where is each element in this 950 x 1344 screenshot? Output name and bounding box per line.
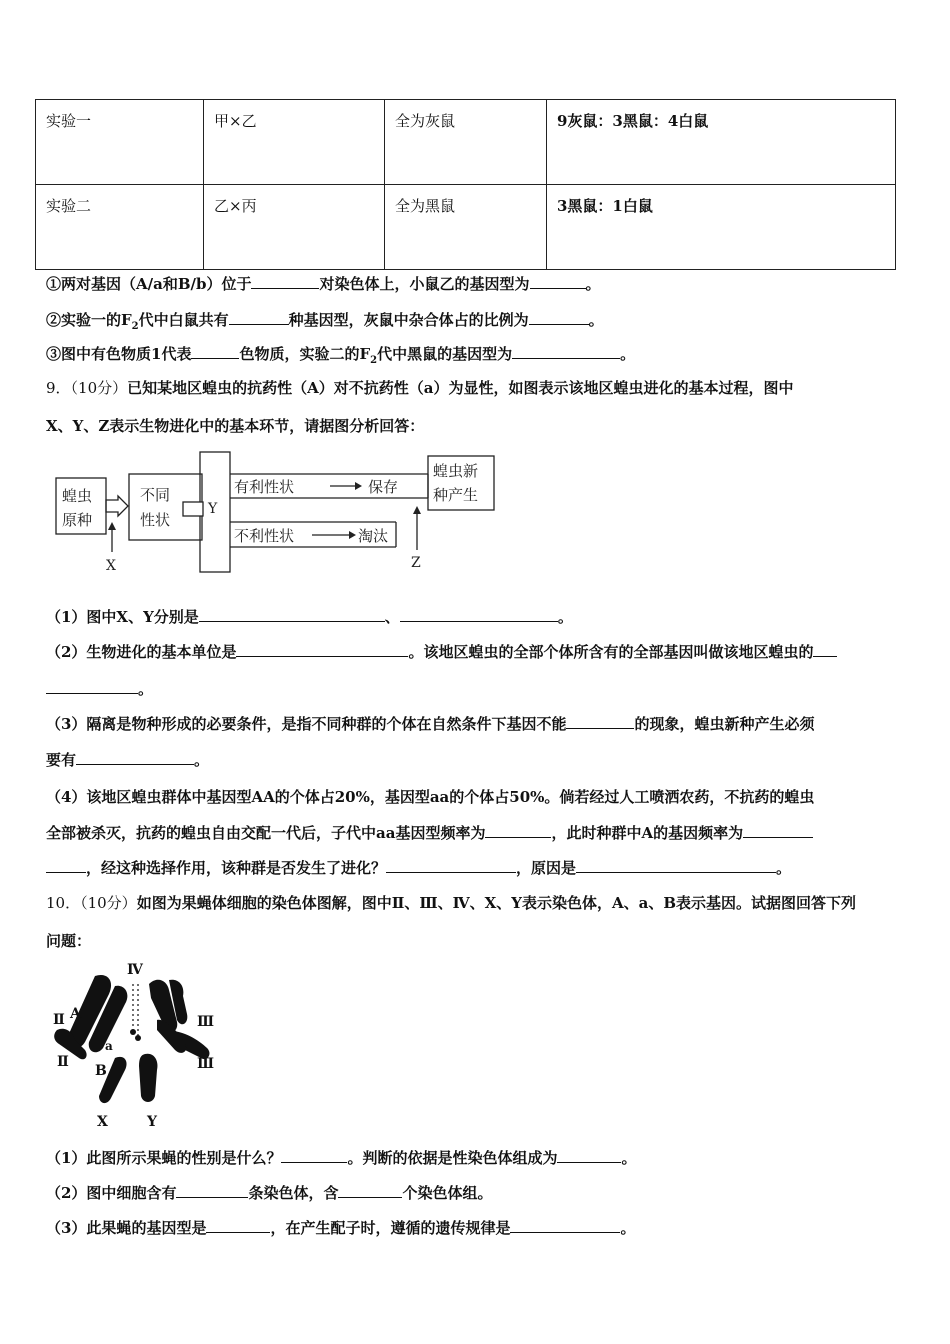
diagram-label: 蝗虫新 [433, 462, 479, 480]
arrowhead-icon [355, 482, 362, 490]
text: 。该地区蝗虫的全部个体所含有的全部基因叫做该地区蝗虫的 [408, 643, 814, 661]
text: 要有 [46, 751, 77, 769]
q9-part-4-cont2 [46, 857, 906, 878]
evolution-diagram [50, 448, 500, 578]
diagram-label: X [106, 558, 116, 574]
q9-part-2 [46, 641, 906, 662]
q9-part-4 [46, 786, 906, 807]
text: 已知某地区蝗虫的抗药性（A）对不抗药性（a）为显性，如图表示该地区蝗虫进化的基本过程，图中 [127, 379, 794, 397]
text: （2）图中细胞含有 [46, 1184, 177, 1202]
answer-blank[interactable] [743, 825, 813, 838]
answer-blank[interactable] [191, 346, 239, 359]
diagram-label: Y [208, 501, 218, 517]
double-arrow-icon [106, 496, 128, 516]
text: X、Y、Z表示生物进化中的基本环节，请据图分析回答： [46, 417, 425, 435]
text: ①两对基因（A/a和B/b）位于 [46, 275, 252, 293]
chromosome-y [139, 1054, 158, 1102]
question-number: 9．（10分） [46, 379, 128, 397]
y-slot [183, 502, 203, 516]
diagram-label: Ⅱ [53, 1012, 65, 1028]
diagram-label: X [97, 1114, 108, 1130]
q10-part-1 [46, 1147, 906, 1168]
diagram-label: 有利性状 [234, 478, 295, 496]
diagram-label: 淘汰 [358, 527, 389, 545]
answer-blank[interactable] [281, 1150, 347, 1163]
text: 。 [621, 1149, 637, 1167]
diagram-label: Ⅲ [197, 1056, 215, 1072]
text: 如图为果蝇体细胞的染色体图解，图中Ⅱ、Ⅲ、Ⅳ、X、Y表示染色体，A、a、B表示基因。试据图回答下列 [136, 894, 857, 912]
table-cell: 3黑鼠：1白鼠 [547, 185, 896, 270]
arrowhead-icon [108, 522, 116, 530]
answer-blank[interactable] [236, 644, 408, 657]
text: 色物质，实验二的F [239, 345, 371, 363]
diagram-label: 保存 [368, 478, 399, 496]
answer-blank[interactable] [566, 716, 634, 729]
text: ，原因是 [516, 859, 577, 877]
text: 、 [384, 608, 400, 626]
answer-blank[interactable] [485, 825, 551, 838]
table-cell: 乙×丙 [204, 185, 385, 270]
diagram-label: Y [147, 1114, 157, 1130]
answer-blank[interactable] [512, 346, 620, 359]
q8-line-2 [46, 309, 906, 332]
q9-part-2-cont [46, 678, 906, 699]
text: 条染色体，含 [248, 1184, 339, 1202]
text: 。 [620, 1219, 636, 1237]
arrowhead-icon [349, 531, 356, 539]
q8-line-1 [46, 273, 906, 294]
text: 。 [138, 680, 154, 698]
answer-blank[interactable] [251, 276, 319, 289]
diagram-label: 原种 [62, 511, 93, 529]
text: 种基因型，灰鼠中杂合体占的比例为 [288, 311, 529, 329]
table-cell: 甲×乙 [204, 100, 385, 185]
diagram-label: Z [411, 555, 421, 571]
text: 。 [776, 859, 792, 877]
q10-stem-1 [46, 892, 906, 913]
q9-part-1 [46, 606, 906, 627]
answer-blank[interactable] [206, 1220, 270, 1233]
results-table [35, 99, 895, 270]
answer-blank[interactable] [386, 860, 516, 873]
text: 。 [194, 751, 210, 769]
q9-stem-2 [46, 415, 906, 436]
diagram-label: B [95, 1063, 107, 1079]
q9-stem-1 [46, 377, 906, 398]
text: 问题： [46, 932, 92, 950]
q10-part-3 [46, 1217, 906, 1238]
text: ，在产生配子时，遵循的遗传规律是 [270, 1219, 511, 1237]
table-cell: 9灰鼠：3黑鼠：4白鼠 [547, 100, 896, 185]
answer-blank[interactable] [176, 1185, 248, 1198]
chromosome-diagram [45, 958, 220, 1133]
diagram-label: 性状 [140, 511, 171, 529]
subscript: 2 [131, 321, 139, 332]
answer-blank[interactable] [529, 312, 589, 325]
text: 全部被杀灭，抗药的蝗虫自由交配一代后，子代中aa基因型频率为 [46, 824, 486, 842]
question-number: 10．（10分） [46, 894, 137, 912]
answer-blank[interactable] [46, 860, 86, 873]
q10-part-2 [46, 1182, 906, 1203]
diagram-label: 不同 [140, 486, 171, 504]
text: ③图中有色物质1代表 [46, 345, 192, 363]
text: 代中白鼠共有 [138, 311, 229, 329]
text: 。 [557, 608, 573, 626]
diagram-label: 蝗虫 [62, 487, 93, 505]
table-cell: 实验二 [36, 185, 204, 270]
text: （2）生物进化的基本单位是 [46, 643, 237, 661]
text: （3）此果蝇的基因型是 [46, 1219, 207, 1237]
answer-blank[interactable] [46, 681, 138, 694]
diagram-label: Ⅱ [57, 1054, 69, 1070]
answer-blank[interactable] [557, 1150, 621, 1163]
q9-part-4-cont [46, 822, 906, 843]
text: 。判断的依据是性染色体组成为 [347, 1149, 558, 1167]
diagram-label: Ⅲ [197, 1014, 215, 1030]
text: 。 [620, 345, 636, 363]
answer-blank[interactable] [576, 860, 776, 873]
diagram-label: a [105, 1039, 113, 1053]
table-cell: 全为黑鼠 [385, 185, 547, 270]
answer-blank[interactable] [229, 312, 289, 325]
answer-blank[interactable] [76, 752, 194, 765]
text: （1）图中X、Y分别是 [46, 608, 199, 626]
diagram-label: A [70, 1006, 81, 1022]
answer-blank[interactable] [813, 644, 837, 657]
text: 个染色体组。 [402, 1184, 493, 1202]
text: ②实验一的F [46, 311, 132, 329]
arrowhead-icon [413, 506, 421, 514]
subscript: 2 [370, 355, 378, 366]
text: 对染色体上，小鼠乙的基因型为 [319, 275, 530, 293]
text: 的现象，蝗虫新种产生必须 [634, 715, 815, 733]
table-row [36, 185, 896, 270]
diagram-label: Ⅳ [127, 962, 143, 978]
diagram-label: 种产生 [433, 486, 479, 504]
diagram-label: 不利性状 [234, 527, 295, 545]
text: ，此时种群中A的基因频率为 [551, 824, 744, 842]
q9-part-3 [46, 713, 906, 734]
answer-blank[interactable] [199, 609, 385, 622]
answer-blank[interactable] [510, 1220, 620, 1233]
text: ，经这种选择作用，该种群是否发生了进化？ [86, 859, 387, 877]
text: （3）隔离是物种形成的必要条件，是指不同种群的个体在自然条件下基因不能 [46, 715, 567, 733]
text: （4）该地区蝗虫群体中基因型AA的个体占20%，基因型aa的个体占50%。倘若经过人工喷洒农药，不抗药的蝗虫 [46, 788, 815, 806]
text: 。 [585, 275, 601, 293]
q10-stem-2 [46, 930, 906, 951]
text: 。 [588, 311, 604, 329]
table-row [36, 100, 896, 185]
answer-blank[interactable] [400, 609, 558, 622]
q9-part-3-cont [46, 749, 906, 770]
table-cell: 全为灰鼠 [385, 100, 547, 185]
table-cell: 实验一 [36, 100, 204, 185]
text: 代中黑鼠的基因型为 [377, 345, 513, 363]
text: （1）此图所示果蝇的性别是什么？ [46, 1149, 282, 1167]
answer-blank[interactable] [530, 276, 586, 289]
q8-line-3 [46, 343, 906, 366]
answer-blank[interactable] [338, 1185, 402, 1198]
